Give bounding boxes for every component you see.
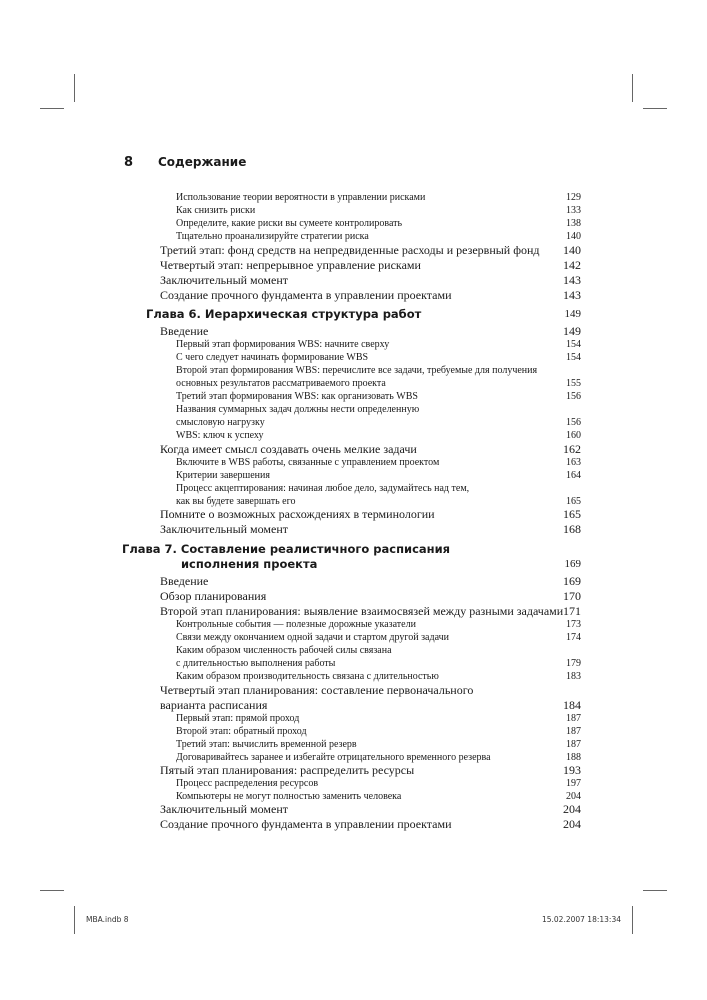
crop-mark — [632, 906, 633, 934]
toc-entry-title: Компьютеры не могут полностью заменить человека — [176, 791, 402, 802]
toc-entry-title: Тщательно проанализируйте стратегии риска — [176, 231, 369, 242]
toc-entry — [0, 604, 707, 619]
toc-entry — [0, 416, 707, 430]
toc-entry — [0, 403, 707, 417]
toc-entry-title: Договаривайтесь заранее и избегайте отрицательного временного резерва — [176, 752, 491, 763]
toc-entry — [0, 683, 707, 698]
toc-entry-page: 197 — [566, 778, 581, 789]
toc-entry-title: Как снизить риски — [176, 205, 256, 216]
toc-entry — [0, 644, 707, 658]
toc-entry-title: Заключительный момент — [160, 522, 289, 536]
toc-entry-title: Каким образом производительность связана с длительностью — [176, 671, 439, 682]
crop-mark — [74, 74, 75, 102]
toc-entry — [0, 338, 707, 352]
crop-mark — [40, 108, 64, 109]
toc-entry-page: 187 — [566, 726, 581, 737]
toc-entry-title: Введение — [160, 324, 209, 338]
toc-entry-page: 129 — [566, 192, 581, 203]
toc-entry — [0, 456, 707, 470]
toc-entry-title: Третий этап формирования WBS: как организовать WBS — [176, 391, 418, 402]
chapter-heading — [0, 557, 707, 572]
toc-entry-title: Пятый этап планирования: распределить ресурсы — [160, 763, 415, 777]
toc-entry-title: Создание прочного фундамента в управлении проектами — [160, 817, 452, 831]
toc-entry — [0, 217, 707, 231]
toc-entry-title: Критерии завершения — [176, 470, 270, 481]
toc-entry-title: Каким образом численность рабочей силы связана — [176, 645, 392, 656]
toc-entry-title: Второй этап: обратный проход — [176, 726, 307, 737]
toc-entry-page: 165 — [563, 507, 581, 521]
toc-entry-page: 143 — [563, 288, 581, 302]
toc-entry-title: с длительностью выполнения работы — [176, 658, 336, 669]
toc-entry-title: Первый этап: прямой проход — [176, 713, 300, 724]
toc-entry-title: варианта расписания — [160, 698, 268, 712]
toc-entry-page: 168 — [563, 522, 581, 536]
crop-mark — [74, 906, 75, 934]
toc-entry-title: Когда имеет смысл создавать очень мелкие задачи — [160, 442, 417, 456]
chapter-title: исполнения проекта — [181, 557, 318, 571]
print-slug-file: MBA.indb 8 — [86, 915, 129, 924]
toc-entry — [0, 204, 707, 218]
toc-entry — [0, 191, 707, 205]
toc-entry-page: 156 — [566, 417, 581, 428]
toc-entry-title: Третий этап: фонд средств на непредвиденные расходы и резервный фонд — [160, 243, 540, 257]
toc-entry-page: 149 — [563, 324, 581, 338]
toc-entry-page: 154 — [566, 352, 581, 363]
toc-entry-title: Названия суммарных задач должны нести определенную — [176, 404, 420, 415]
toc-entry-page: 204 — [563, 817, 581, 831]
crop-mark — [632, 74, 633, 102]
toc-entry-page: 163 — [566, 457, 581, 468]
toc-entry-title: Создание прочного фундамента в управлении проектами — [160, 288, 452, 302]
toc-entry — [0, 288, 707, 303]
toc-entry — [0, 738, 707, 752]
toc-entry-page: 155 — [566, 378, 581, 389]
toc-entry — [0, 817, 707, 832]
toc-entry-title: Связи между окончанием одной задачи и стартом другой задачи — [176, 632, 449, 643]
page-title: Содержание — [158, 155, 247, 169]
chapter-heading — [0, 542, 707, 557]
toc-entry-title: как вы будете завершать его — [176, 496, 296, 507]
toc-entry — [0, 243, 707, 258]
toc-entry-title: Включите в WBS работы, связанные с управлением проектом — [176, 457, 440, 468]
chapter-title: Глава 6. Иерархическая структура работ — [146, 307, 422, 321]
toc-entry-page: 154 — [566, 339, 581, 350]
toc-entry-title: Заключительный момент — [160, 273, 289, 287]
toc-entry-page: 171 — [563, 604, 581, 618]
toc-entry — [0, 377, 707, 391]
toc-entry-page: 187 — [566, 713, 581, 724]
toc-entry — [0, 522, 707, 537]
toc-entry-page: 193 — [563, 763, 581, 777]
toc-entry-page: 169 — [564, 558, 581, 570]
toc-entry — [0, 589, 707, 604]
toc-entry — [0, 698, 707, 713]
toc-entry-title: Использование теории вероятности в управлении рисками — [176, 192, 426, 203]
toc-entry-title: Определите, какие риски вы сумеете контролировать — [176, 218, 403, 229]
toc-entry-page: 183 — [566, 671, 581, 682]
toc-entry-title: Процесс распределения ресурсов — [176, 778, 319, 789]
toc-entry-page: 174 — [566, 632, 581, 643]
toc-entry-title: Третий этап: вычислить временной резерв — [176, 739, 357, 750]
toc-entry — [0, 670, 707, 684]
toc-entry — [0, 712, 707, 726]
print-slug-timestamp: 15.02.2007 18:13:34 — [541, 915, 621, 924]
toc-entry — [0, 725, 707, 739]
toc-entry-page: 188 — [566, 752, 581, 763]
toc-entry — [0, 574, 707, 589]
chapter-title: Глава 7. Составление реалистичного расписания — [122, 542, 451, 556]
toc-entry — [0, 777, 707, 791]
toc-entry-title: Четвертый этап планирования: составление первоначального — [160, 683, 474, 697]
toc-entry-page: 140 — [566, 231, 581, 242]
toc-entry — [0, 390, 707, 404]
toc-entry-title: Второй этап формирования WBS: перечислите все задачи, требуемые для получения — [176, 365, 538, 376]
toc-entry-title: Первый этап формирования WBS: начните сверху — [176, 339, 390, 350]
toc-entry-page: 149 — [564, 308, 581, 320]
toc-entry — [0, 324, 707, 339]
toc-entry — [0, 763, 707, 778]
toc-entry — [0, 802, 707, 817]
toc-entry-title: Второй этап планирования: выявление взаимосвязей между разными задачами — [160, 604, 564, 618]
toc-entry-title: Заключительный момент — [160, 802, 289, 816]
toc-entry — [0, 618, 707, 632]
toc-entry — [0, 469, 707, 483]
toc-entry-page: 179 — [566, 658, 581, 669]
toc-entry-page: 184 — [563, 698, 581, 712]
toc-entry-page: 140 — [563, 243, 581, 257]
toc-entry-page: 164 — [566, 470, 581, 481]
toc-entry-page: 169 — [563, 574, 581, 588]
toc-entry — [0, 364, 707, 378]
toc-entry — [0, 351, 707, 365]
toc-entry — [0, 507, 707, 522]
chapter-heading — [0, 307, 707, 322]
toc-entry-page: 156 — [566, 391, 581, 402]
toc-entry-page: 204 — [566, 791, 581, 802]
toc-entry — [0, 230, 707, 244]
toc-entry-page: 160 — [566, 430, 581, 441]
toc-entry-title: смысловую нагрузку — [176, 417, 265, 428]
toc-entry-page: 204 — [563, 802, 581, 816]
toc-entry — [0, 631, 707, 645]
toc-entry-page: 133 — [566, 205, 581, 216]
toc-entry-title: WBS: ключ к успеху — [176, 430, 264, 441]
toc-entry-title: Контрольные события — полезные дорожные указатели — [176, 619, 416, 630]
toc-entry-title: Введение — [160, 574, 209, 588]
crop-mark — [643, 108, 667, 109]
toc-entry-page: 173 — [566, 619, 581, 630]
toc-entry-title: основных результатов рассматриваемого проекта — [176, 378, 386, 389]
toc-entry — [0, 258, 707, 273]
toc-entry-title: Помните о возможных расхождениях в терминологии — [160, 507, 435, 521]
toc-entry-title: Обзор планирования — [160, 589, 267, 603]
toc-entry-title: С чего следует начинать формирование WBS — [176, 352, 369, 363]
toc-entry-page: 142 — [563, 258, 581, 272]
toc-entry — [0, 429, 707, 443]
toc-entry-title: Четвертый этап: непрерывное управление рисками — [160, 258, 421, 272]
toc-entry — [0, 273, 707, 288]
toc-entry — [0, 482, 707, 496]
crop-mark — [40, 890, 64, 891]
toc-entry-page: 138 — [566, 218, 581, 229]
toc-entry-page: 187 — [566, 739, 581, 750]
toc-entry-page: 162 — [563, 442, 581, 456]
crop-mark — [643, 890, 667, 891]
page-number: 8 — [124, 155, 134, 170]
toc-entry — [0, 657, 707, 671]
toc-entry-page: 165 — [566, 496, 581, 507]
toc-entry-title: Процесс акцептирования: начиная любое дело, задумайтесь над тем, — [176, 483, 470, 494]
toc-entry — [0, 442, 707, 457]
toc-entry-page: 143 — [563, 273, 581, 287]
toc-entry-page: 170 — [563, 589, 581, 603]
